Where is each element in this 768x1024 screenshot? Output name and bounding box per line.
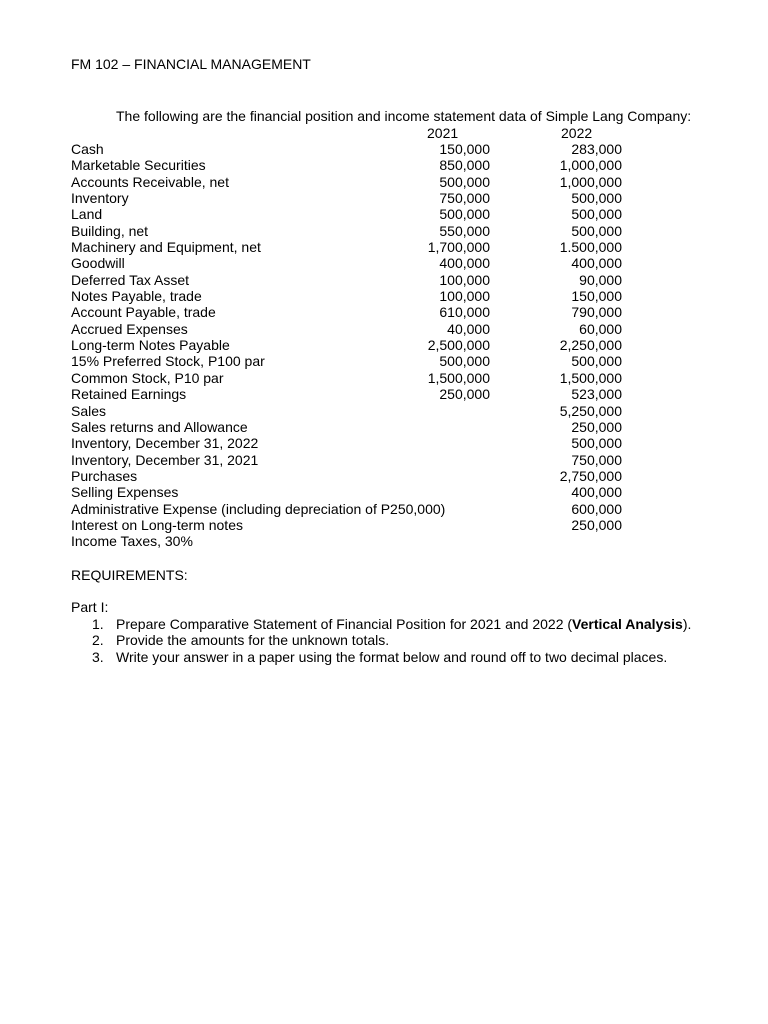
table-row bbox=[71, 304, 631, 320]
value-2022: 90,000 bbox=[579, 271, 622, 288]
row-label: Inventory, December 31, 2022 bbox=[71, 435, 259, 452]
value-2022: 1,500,000 bbox=[559, 369, 622, 386]
table-row bbox=[71, 174, 631, 190]
table-row bbox=[71, 337, 631, 353]
row-label: Machinery and Equipment, net bbox=[71, 239, 261, 256]
table-row bbox=[71, 255, 631, 271]
requirement-item bbox=[71, 616, 731, 632]
row-label: Accrued Expenses bbox=[71, 320, 188, 337]
value-2022: 250,000 bbox=[571, 516, 622, 533]
value-2021: 2,500,000 bbox=[427, 337, 490, 354]
value-2022: 500,000 bbox=[571, 206, 622, 223]
row-label: Administrative Expense (including depreciation of P250,000) bbox=[71, 500, 446, 517]
value-2021: 100,000 bbox=[439, 271, 490, 288]
value-2022: 500,000 bbox=[571, 222, 622, 239]
table-row bbox=[71, 370, 631, 386]
table-row bbox=[71, 353, 631, 369]
table-row bbox=[71, 403, 631, 419]
requirement-number: 3. bbox=[92, 648, 104, 665]
row-label: Sales returns and Allowance bbox=[71, 418, 248, 435]
row-label: Account Payable, trade bbox=[71, 304, 216, 321]
requirement-number: 2. bbox=[92, 632, 104, 649]
value-2022: 500,000 bbox=[571, 353, 622, 370]
value-2022: 790,000 bbox=[571, 304, 622, 321]
intro-text: The following are the financial position and income statement data of Simple Lang Company: bbox=[116, 108, 692, 124]
requirement-text-end: ). bbox=[682, 616, 692, 632]
row-label: Marketable Securities bbox=[71, 157, 206, 174]
requirement-text bbox=[116, 649, 667, 665]
row-label: Retained Earnings bbox=[71, 386, 187, 403]
row-label: Income Taxes, 30% bbox=[71, 533, 193, 550]
value-2021: 40,000 bbox=[447, 320, 490, 337]
column-header-2021: 2021 bbox=[427, 125, 459, 141]
value-2022: 400,000 bbox=[571, 255, 622, 272]
value-2022: 1,000,000 bbox=[559, 157, 622, 174]
requirement-text-main: Write your answer in a paper using the format below and round off to two decimal places. bbox=[116, 648, 668, 665]
requirement-text bbox=[116, 632, 389, 648]
value-2021: 550,000 bbox=[439, 222, 490, 239]
requirement-item bbox=[71, 632, 731, 648]
table-row bbox=[71, 435, 631, 451]
table-row bbox=[71, 517, 631, 533]
table-row bbox=[71, 452, 631, 468]
value-2021: 750,000 bbox=[439, 190, 490, 207]
value-2022: 1,000,000 bbox=[559, 173, 622, 190]
row-label: Notes Payable, trade bbox=[71, 288, 202, 305]
value-2021: 500,000 bbox=[439, 206, 490, 223]
row-label: Accounts Receivable, net bbox=[71, 173, 229, 190]
value-2021: 610,000 bbox=[439, 304, 490, 321]
requirement-item bbox=[71, 649, 731, 665]
value-2022: 400,000 bbox=[571, 484, 622, 501]
row-label: Cash bbox=[71, 141, 104, 157]
value-2022: 2,250,000 bbox=[559, 337, 622, 354]
row-label: Inventory, December 31, 2021 bbox=[71, 451, 259, 468]
row-label: Goodwill bbox=[71, 255, 125, 272]
table-row bbox=[71, 190, 631, 206]
value-2022: 750,000 bbox=[571, 451, 622, 468]
value-2022: 5,250,000 bbox=[559, 402, 622, 419]
value-2021: 250,000 bbox=[439, 386, 490, 403]
value-2022: 283,000 bbox=[571, 141, 622, 157]
row-label: Common Stock, P10 par bbox=[71, 369, 224, 386]
row-label: Deferred Tax Asset bbox=[71, 271, 190, 288]
value-2021: 500,000 bbox=[439, 173, 490, 190]
row-label: Purchases bbox=[71, 467, 138, 484]
table-row bbox=[71, 206, 631, 222]
value-2022: 523,000 bbox=[571, 386, 622, 403]
table-row bbox=[71, 157, 631, 173]
value-2022: 600,000 bbox=[571, 500, 622, 517]
requirement-text-main: Prepare Comparative Statement of Financial Position for 2021 and 2022 ( bbox=[116, 616, 573, 632]
table-row bbox=[71, 239, 631, 255]
requirements-list bbox=[71, 616, 731, 665]
table-row bbox=[71, 272, 631, 288]
row-label: Long-term Notes Payable bbox=[71, 337, 230, 354]
row-label: Sales bbox=[71, 402, 107, 419]
value-2021: 400,000 bbox=[439, 255, 490, 272]
requirement-text bbox=[116, 616, 691, 632]
row-label: 15% Preferred Stock, P100 par bbox=[71, 353, 265, 370]
value-2022: 150,000 bbox=[571, 288, 622, 305]
row-label: Inventory bbox=[71, 190, 129, 207]
row-label: Interest on Long-term notes bbox=[71, 516, 243, 533]
column-header-2022: 2022 bbox=[561, 125, 593, 141]
value-2022: 1.500,000 bbox=[559, 239, 622, 256]
requirement-text-main: Provide the amounts for the unknown totals. bbox=[116, 632, 390, 649]
value-2021: 150,000 bbox=[439, 141, 490, 157]
row-label: Selling Expenses bbox=[71, 484, 179, 501]
value-2021: 850,000 bbox=[439, 157, 490, 174]
value-2022: 500,000 bbox=[571, 190, 622, 207]
table-row bbox=[71, 484, 631, 500]
table-row bbox=[71, 419, 631, 435]
table-row bbox=[71, 321, 631, 337]
financial-data-table bbox=[71, 141, 631, 550]
table-row bbox=[71, 501, 631, 517]
table-row bbox=[71, 533, 631, 549]
part-title: Part I: bbox=[71, 599, 109, 615]
value-2022: 250,000 bbox=[571, 418, 622, 435]
table-row bbox=[71, 468, 631, 484]
value-2022: 60,000 bbox=[579, 320, 622, 337]
value-2022: 500,000 bbox=[571, 435, 622, 452]
table-row bbox=[71, 141, 631, 157]
table-row bbox=[71, 223, 631, 239]
table-row bbox=[71, 386, 631, 402]
value-2021: 1,500,000 bbox=[427, 369, 490, 386]
value-2022: 2,750,000 bbox=[559, 467, 622, 484]
table-row bbox=[71, 288, 631, 304]
row-label: Building, net bbox=[71, 222, 149, 239]
row-label: Land bbox=[71, 206, 103, 223]
course-title: FM 102 – FINANCIAL MANAGEMENT bbox=[71, 56, 311, 72]
requirements-title: REQUIREMENTS: bbox=[71, 567, 188, 583]
value-2021: 100,000 bbox=[439, 288, 490, 305]
value-2021: 1,700,000 bbox=[427, 239, 490, 256]
requirement-text-bold: Vertical Analysis bbox=[572, 616, 683, 632]
requirement-number: 1. bbox=[92, 616, 104, 632]
value-2021: 500,000 bbox=[439, 353, 490, 370]
